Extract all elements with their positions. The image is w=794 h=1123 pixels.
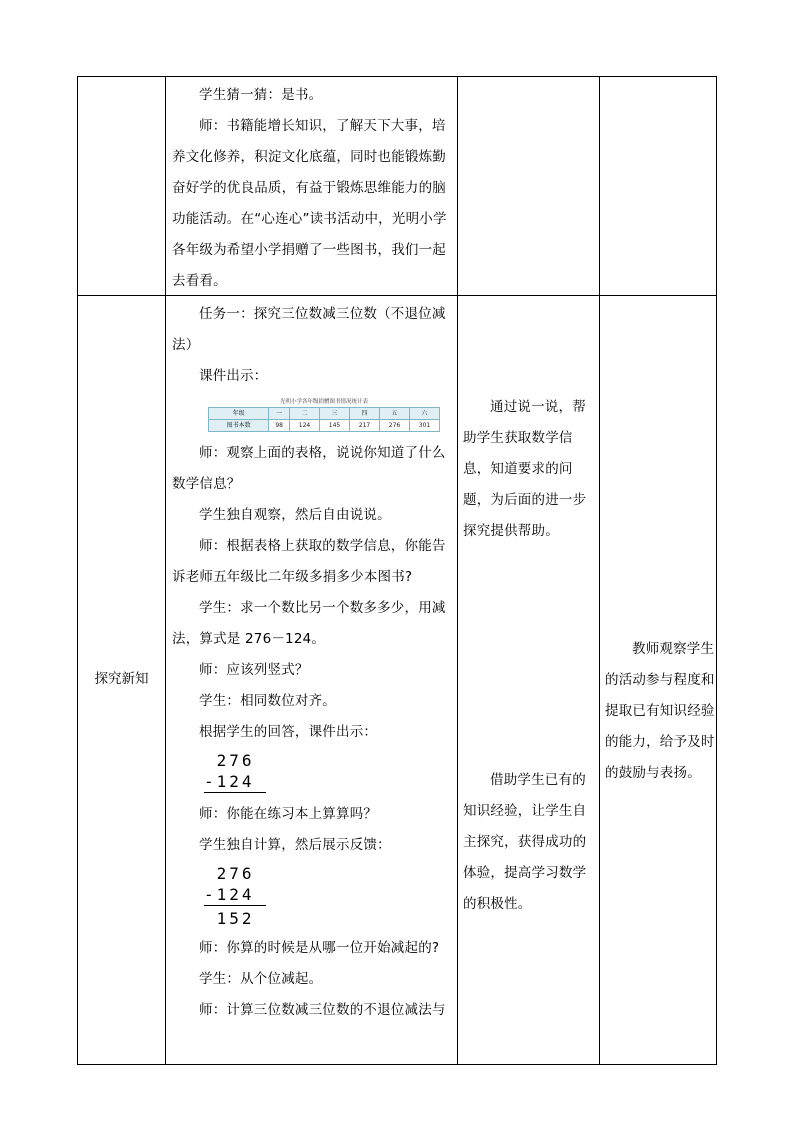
- statistics-value-row: [209, 420, 440, 432]
- process-line: 任务一：探究三位数减三位数（不退位减法）: [172, 306, 446, 353]
- value-cell: 98: [269, 420, 290, 432]
- intent-text: 通过说一说，帮助学生获取数学信息，知道要求的问题，为后面的进一步探究提供帮助。: [463, 399, 587, 539]
- process-cell: [172, 299, 455, 1026]
- intro-line: 师：书籍能增长知识，了解天下大事，培养文化修养，积淀文化底蕴，同时也能锻炼勤奋好学的优良品质，有益于锻炼思维能力的脑功能活动。在“心连心”读书活动中，光明小学各年级为希望小学捐赠了一些图书，我们一起去看看。: [172, 118, 447, 289]
- value-cell: 217: [350, 420, 380, 432]
- subtrahend: -124: [204, 771, 266, 793]
- value-cell: 276: [379, 420, 409, 432]
- vertical-subtraction-result: [204, 863, 455, 929]
- process-line: 师：观察上面的表格，说说你知道了什么数学信息？: [172, 445, 446, 492]
- process-line: 师：根据表格上获取的数学信息，你能告诉老师五年级比二年级多捐多少本图书?: [172, 538, 446, 585]
- process-line: 师：你算的时候是从哪一位开始减起的?: [199, 940, 440, 956]
- process-line: 课件出示：: [199, 368, 268, 384]
- process-line: 学生独自计算，然后展示反馈：: [199, 837, 391, 853]
- assessment-text: 教师观察学生的活动参与程度和提取已有知识经验的能力，给予及时的鼓励与表扬。: [605, 641, 715, 781]
- column-divider: [457, 77, 458, 1064]
- process-line: 师：计算三位数减三位数的不退位减法与: [199, 1002, 446, 1018]
- header-cell: 年级: [209, 408, 269, 420]
- difference: 152: [204, 909, 255, 928]
- intro-cell: [172, 80, 455, 297]
- section-label: 探究新知: [94, 671, 149, 687]
- vertical-subtraction: [204, 750, 455, 793]
- minuend: 276: [204, 864, 255, 883]
- process-line: 学生独自观察，然后自由说说。: [199, 507, 391, 523]
- header-cell: 五: [379, 408, 409, 420]
- header-cell: 二: [290, 408, 320, 420]
- process-line: 师：应该列竖式？: [199, 662, 309, 678]
- process-line: 师：你能在练习本上算算吗？: [199, 806, 378, 822]
- donation-statistics-table: [208, 398, 440, 432]
- process-line: 学生：相同数位对齐。: [199, 693, 336, 709]
- value-cell: 124: [290, 420, 320, 432]
- process-line: 学生：从个位减起。: [199, 971, 323, 987]
- statistics-table-title: 光明小学各年级捐赠图书情况统计表: [279, 399, 368, 405]
- intent-text: 借助学生已有的知识经验，让学生自主探究，获得成功的体验，提高学习数学的积极性。: [463, 772, 587, 912]
- header-cell: 六: [409, 408, 439, 420]
- value-cell: 145: [320, 420, 350, 432]
- intent-cell: [463, 392, 596, 547]
- header-cell: 四: [350, 408, 380, 420]
- subtrahend: -124: [204, 884, 266, 906]
- header-cell: 一: [269, 408, 290, 420]
- minuend: 276: [204, 751, 255, 770]
- process-line: 学生：求一个数比另一个数多多少，用减法，算式是 276－124。: [172, 600, 446, 647]
- value-cell: 301: [409, 420, 439, 432]
- intent-cell: [463, 765, 596, 920]
- lesson-table: [77, 76, 717, 1065]
- header-cell: 三: [320, 408, 350, 420]
- assessment-cell: [605, 634, 715, 789]
- column-divider: [165, 77, 166, 1064]
- column-divider: [599, 77, 600, 1064]
- intro-line: 学生猜一猜：是书。: [199, 87, 323, 103]
- process-line: 根据学生的回答，课件出示：: [199, 724, 378, 740]
- value-cell: 图书本数: [209, 420, 269, 432]
- statistics-header-row: [209, 408, 440, 420]
